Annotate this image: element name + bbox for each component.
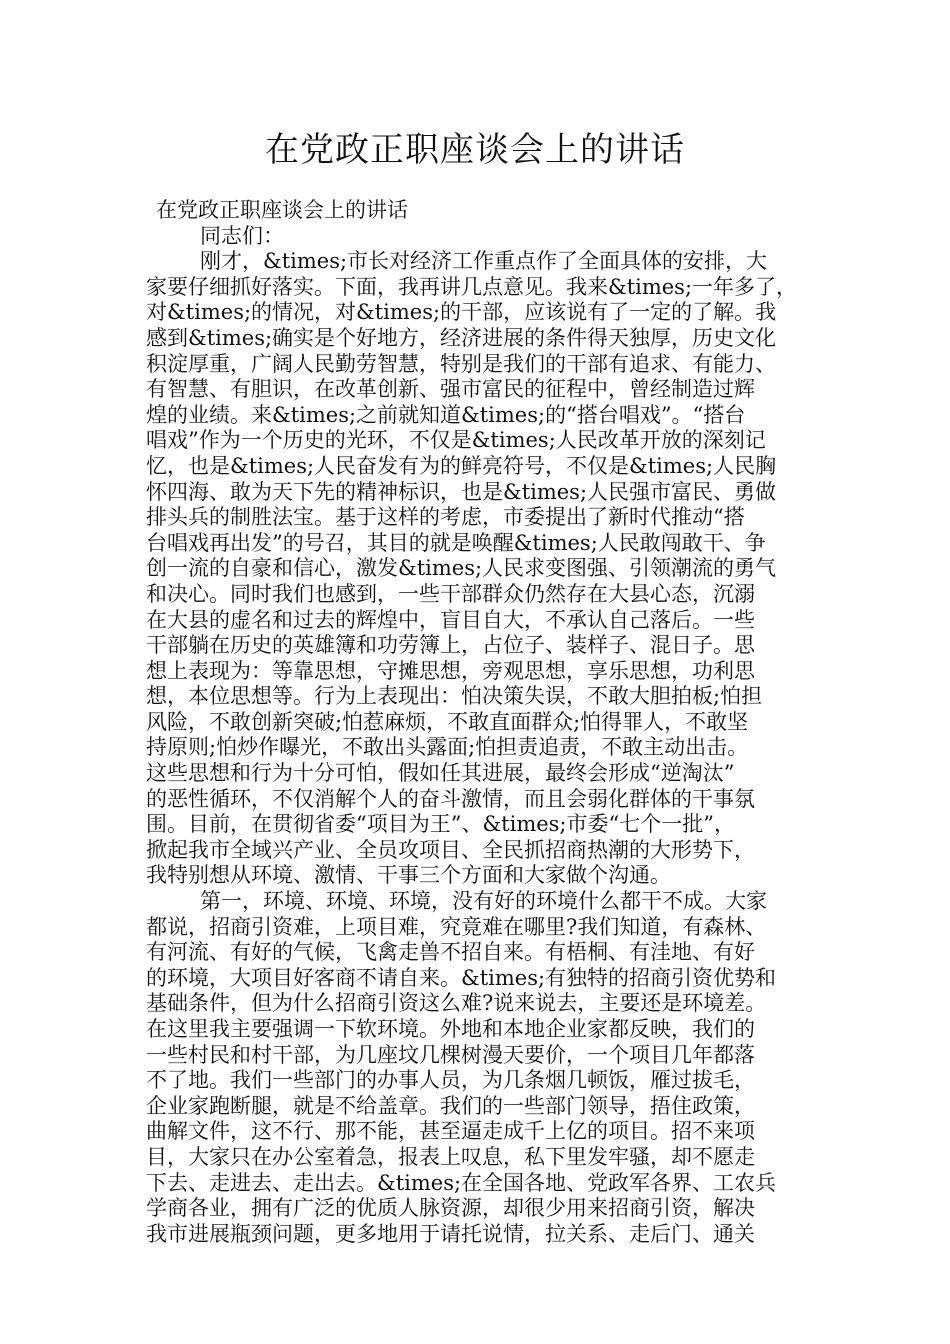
paragraph-line: 企业家跑断腿，就是不给盖章。我们的一些部门领导，捂住政策，: [146, 1093, 755, 1118]
paragraph-line: 煌的业绩。来&times;之前就知道&times;的“搭台唱戏”。“搭台: [146, 402, 746, 427]
paragraph-line: 排头兵的制胜法宝。基于这样的考虑，市委提出了新时代推动“搭: [146, 505, 745, 530]
paragraph-line: 曲解文件，这不行、那不能，甚至逼走成千上亿的项目。招不来项: [146, 1119, 755, 1144]
paragraph-line: 的恶性循环，不仅消解个人的奋斗激情，而且会弱化群体的干事氛: [146, 786, 755, 811]
paragraph-line: 掀起我市全域兴产业、全员攻项目、全民抓招商热潮的大形势下，: [146, 837, 755, 862]
paragraph-line: 这些思想和行为十分可怕，假如任其进展，最终会形成“逆淘汰”: [146, 761, 735, 786]
paragraph-line: 我特别想从环境、激情、干事三个方面和大家做个沟通。: [146, 863, 671, 888]
paragraph-line: 围。目前，在贯彻省委“项目为王”、&times;市委“七个一批”，: [146, 812, 735, 837]
paragraph-line: 有智慧、有胆识，在改革创新、强市富民的征程中，曾经制造过辉: [146, 377, 755, 402]
paragraph-line: 家要仔细抓好落实。下面，我再讲几点意见。我来&times;一年多了，: [146, 274, 798, 299]
paragraph-line: 有河流、有好的气候，飞禽走兽不招自来。有梧桐、有洼地、有好: [146, 940, 755, 965]
paragraph-line: 忆，也是&times;人民奋发有为的鲜亮符号，不仅是&times;人民胸: [146, 453, 777, 478]
paragraph-line: 台唱戏再出发”的号召，其目的就是唤醒&times;人民敢闯敢干、争: [146, 530, 766, 555]
paragraph-line: 风险，不敢创新突破;怕惹麻烦，不敢直面群众;怕得罪人，不敢坚: [146, 709, 749, 734]
paragraph-line: 一些村民和村干部，为几座坟几棵树漫天要价，一个项目几年都落: [146, 1042, 755, 1067]
paragraph-line: 基础条件，但为什么招商引资这么难?说来说去，主要还是环境差。: [146, 991, 767, 1016]
paragraph-line: 下去、走进去、走出去。&times;在全国各地、党政军各界、工农兵: [146, 1170, 777, 1195]
paragraph-line: 我市进展瓶颈问题，更多地用于请托说情，拉关系、走后门、通关: [146, 1221, 755, 1246]
paragraph-line: 第一，环境、环境、环境，没有好的环境什么都干不成。大家: [200, 889, 767, 914]
paragraph-line: 积淀厚重，广阔人民勤劳智慧，特别是我们的干部有追求、有能力、: [146, 351, 776, 376]
paragraph-line: 不了地。我们一些部门的办事人员，为几条烟几顿饭，雁过拔毛，: [146, 1068, 755, 1093]
salutation: 同志们：: [200, 223, 284, 248]
document-subtitle: 在党政正职座谈会上的讲话: [156, 198, 408, 222]
paragraph-line: 都说，招商引资难，上项目难，究竟难在哪里?我们知道，有森林、: [146, 914, 767, 939]
paragraph-line: 唱戏”作为一个历史的光环，不仅是&times;人民改革开放的深刻记: [146, 428, 766, 453]
paragraph-line: 干部躺在历史的英雄簿和功劳簿上，占位子、装样子、混日子。思: [146, 633, 755, 658]
paragraph-line: 在大县的虚名和过去的辉煌中，盲目自大，不承认自己落后。一些: [146, 607, 755, 632]
paragraph-line: 感到&times;确实是个好地方，经济进展的条件得天独厚，历史文化: [146, 325, 777, 350]
paragraph-line: 想，本位思想等。行为上表现出：怕决策失误，不敢大胆拍板;怕担: [146, 684, 763, 709]
paragraph-line: 持原则;怕炒作曝光，不敢出头露面;怕担责追责，不敢主动出击。: [146, 735, 749, 760]
paragraph-line: 想上表现为：等靠思想，守摊思想，旁观思想，享乐思想，功利思: [146, 658, 755, 683]
paragraph-line: 的环境，大项目好客商不请自来。&times;有独特的招商引资优势和: [146, 965, 777, 990]
paragraph-line: 怀四海、敢为天下先的精神标识，也是&times;人民强市富民、勇做: [146, 479, 777, 504]
paragraph-line: 学商各业，拥有广泛的优质人脉资源，却很少用来招商引资，解决: [146, 1196, 755, 1221]
paragraph-line: 刚才，&times;市长对经济工作重点作了全面具体的安排，大: [200, 249, 768, 274]
paragraph-line: 在这里我主要强调一下软环境。外地和本地企业家都反映，我们的: [146, 1017, 755, 1041]
document-body: [146, 198, 816, 1247]
paragraph-line: 和决心。同时我们也感到，一些干部群众仍然存在大县心态，沉溺: [146, 581, 755, 606]
paragraph-line: 创一流的自豪和信心，激发&times;人民求变图强、引领潮流的勇气: [146, 556, 777, 581]
paragraph-line: 目，大家只在办公室着急，报表上叹息，私下里发牢骚，却不愿走: [146, 1144, 755, 1169]
document-title: 在党政正职座谈会上的讲话: [265, 130, 685, 170]
paragraph-line: 对&times;的情况，对&times;的干部，应该说有了一定的了解。我: [146, 300, 777, 325]
